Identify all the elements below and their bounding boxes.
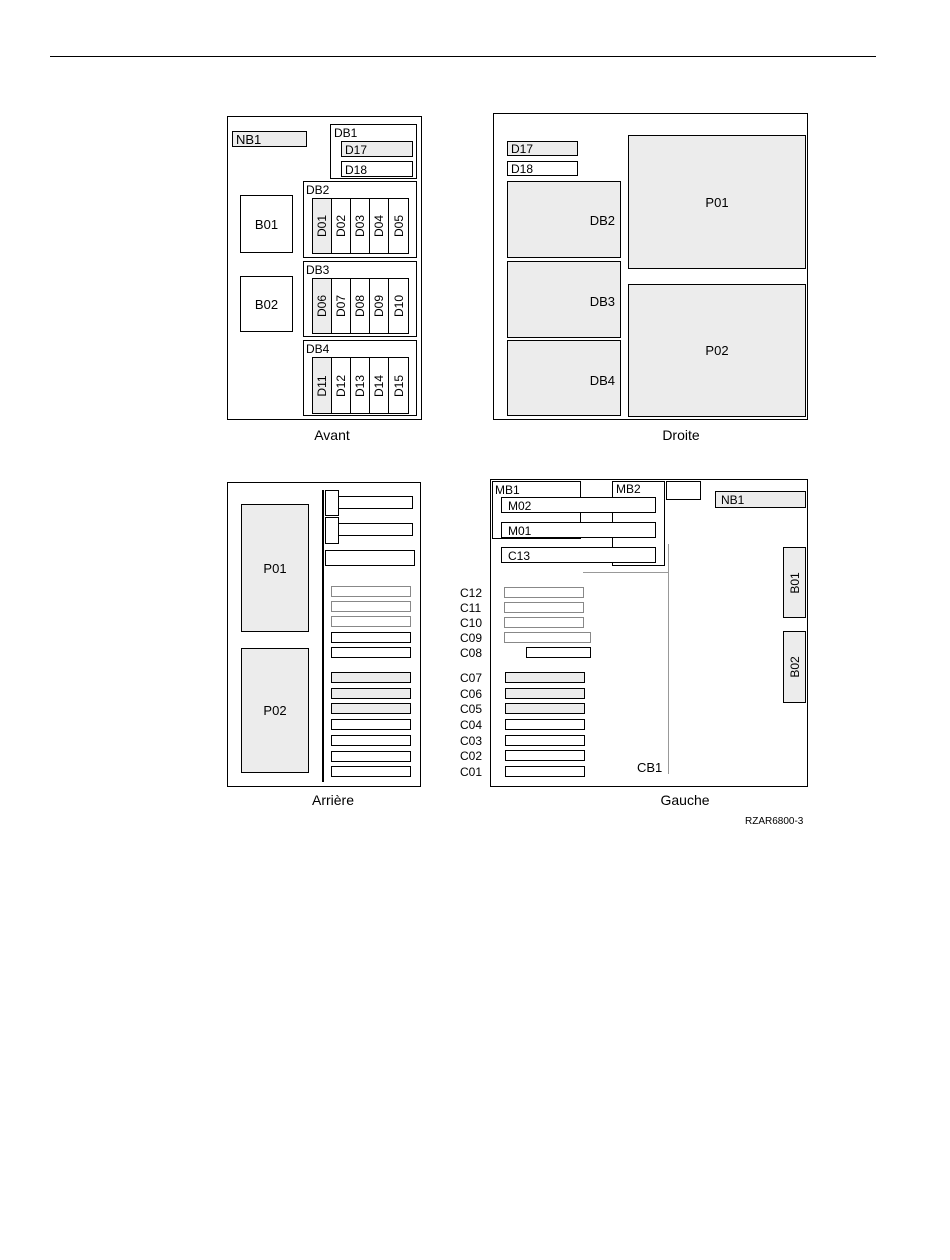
drive-label: D11 xyxy=(315,374,329,397)
cb1-outline xyxy=(583,544,669,774)
gauche-slot xyxy=(505,735,585,746)
droite-db4-label: DB4 xyxy=(589,373,615,388)
drive-slot xyxy=(312,357,332,414)
avant-db4 xyxy=(303,340,417,416)
arriere-p02 xyxy=(241,648,309,773)
droite-d18 xyxy=(507,161,578,176)
drive-label: D14 xyxy=(372,374,386,397)
arriere-slot xyxy=(331,672,411,683)
gauche-slot xyxy=(505,750,585,761)
drive-label: D07 xyxy=(334,294,348,318)
drive-slot xyxy=(331,278,351,334)
gauche-slot xyxy=(505,672,585,683)
droite-p01-label: P01 xyxy=(705,194,729,210)
gauche-b01-label: B01 xyxy=(787,571,802,594)
droite-db3 xyxy=(507,261,621,338)
droite-p02 xyxy=(628,284,806,417)
arriere-slot xyxy=(331,719,411,730)
gauche-mb1-label: MB1 xyxy=(495,483,520,497)
drive-label: D10 xyxy=(391,294,406,318)
drive-slot xyxy=(388,278,409,334)
droite-d17-label: D17 xyxy=(511,142,534,156)
drive-label: D06 xyxy=(315,294,329,318)
gauche-slot xyxy=(504,602,584,613)
avant-d18 xyxy=(341,161,413,177)
arriere-slot xyxy=(331,703,411,714)
avant-nb1 xyxy=(232,131,307,147)
arriere-slot xyxy=(331,647,411,658)
arriere-caption: Arrière xyxy=(311,792,355,808)
droite-db2-label: DB2 xyxy=(589,213,615,228)
droite-db4 xyxy=(507,340,621,416)
drive-label: D13 xyxy=(353,374,367,397)
arriere-slot xyxy=(331,601,411,612)
avant-nb1-label: NB1 xyxy=(236,131,262,147)
arriere-p02-label: P02 xyxy=(263,703,287,718)
gauche-c13 xyxy=(501,547,656,563)
drive-slot xyxy=(369,278,389,334)
arriere-slot xyxy=(331,616,411,627)
slot-label: C03 xyxy=(460,734,483,748)
slot-label: C05 xyxy=(460,702,483,716)
slot-label: C12 xyxy=(460,586,483,600)
drive-slot xyxy=(369,357,389,414)
droite-d18-label: D18 xyxy=(511,162,534,176)
avant-b02-label: B02 xyxy=(254,296,279,312)
drive-slot xyxy=(331,357,351,414)
gauche-b01 xyxy=(783,547,806,618)
gauche-slot xyxy=(505,719,585,730)
drive-label: D12 xyxy=(334,374,348,397)
header-rule xyxy=(50,56,876,57)
gauche-nb1-label: NB1 xyxy=(721,493,745,507)
arriere-slot xyxy=(331,735,411,746)
slot-label: C01 xyxy=(460,765,483,779)
arriere-p01 xyxy=(241,504,309,632)
avant-db4-label: DB4 xyxy=(306,342,330,356)
gauche-slot xyxy=(505,703,585,714)
drive-label: D02 xyxy=(334,214,348,238)
gauche-m01 xyxy=(501,522,656,538)
drive-label: D09 xyxy=(372,294,386,318)
drive-slot xyxy=(350,278,370,334)
avant-d17 xyxy=(341,141,413,157)
gauche-slot xyxy=(504,617,584,628)
drive-slot xyxy=(388,198,409,254)
gauche-nb1 xyxy=(715,491,806,508)
avant-db1-label: DB1 xyxy=(334,126,358,140)
drive-slot xyxy=(350,198,370,254)
drive-slot xyxy=(369,198,389,254)
gauche-slot xyxy=(526,647,591,658)
avant-b02 xyxy=(240,276,293,332)
drive-label: D08 xyxy=(353,294,367,318)
arriere-slot xyxy=(325,550,415,566)
drive-slot xyxy=(388,357,409,414)
drive-label: D15 xyxy=(391,374,406,397)
gauche-slot xyxy=(504,632,591,643)
arriere-slot xyxy=(331,751,411,762)
slot-label: C06 xyxy=(460,687,483,701)
drive-slot xyxy=(312,198,332,254)
droite-caption: Droite xyxy=(662,427,700,443)
gauche-b02 xyxy=(783,631,806,703)
slot-label: C10 xyxy=(460,616,483,630)
avant-db3 xyxy=(303,261,417,337)
droite-d17 xyxy=(507,141,578,156)
arriere-divider xyxy=(322,490,324,782)
gauche-slot xyxy=(505,766,585,777)
gauche-m02-label: M02 xyxy=(508,499,532,513)
gauche-m01-label: M01 xyxy=(508,524,532,538)
gauche-connector xyxy=(666,481,701,500)
drive-label: D05 xyxy=(391,214,406,238)
avant-db2 xyxy=(303,181,417,258)
drive-label: D01 xyxy=(315,214,329,238)
droite-db3-label: DB3 xyxy=(589,294,615,309)
arriere-slot xyxy=(331,586,411,597)
avant-d18-label: D18 xyxy=(345,163,368,177)
gauche-mb2-label: MB2 xyxy=(616,482,641,496)
arriere-slot xyxy=(338,496,413,509)
droite-p01 xyxy=(628,135,806,269)
drive-label: D03 xyxy=(353,214,367,238)
avant-db2-label: DB2 xyxy=(306,183,330,197)
avant-b01-label: B01 xyxy=(254,216,279,232)
avant-b01 xyxy=(240,195,293,253)
slot-label: C09 xyxy=(460,631,483,645)
slot-label: C11 xyxy=(460,601,482,615)
drive-slot xyxy=(312,278,332,334)
gauche-cb1-label: CB1 xyxy=(637,760,663,775)
drive-label: D04 xyxy=(372,214,386,238)
gauche-slot xyxy=(505,688,585,699)
slot-label: C04 xyxy=(460,718,483,732)
slot-label: C07 xyxy=(460,671,483,685)
slot-label: C08 xyxy=(460,646,483,660)
gauche-m02 xyxy=(501,497,656,513)
avant-db1 xyxy=(330,124,417,179)
arriere-tab xyxy=(325,490,339,516)
cb1-outline-top xyxy=(583,572,668,573)
avant-db3-label: DB3 xyxy=(306,263,330,277)
arriere-p01-label: P01 xyxy=(263,560,287,576)
gauche-b02-label: B02 xyxy=(787,656,802,678)
figure-id: RZAR6800-3 xyxy=(745,816,804,827)
avant-d17-label: D17 xyxy=(345,143,368,157)
gauche-c13-label: C13 xyxy=(508,549,531,563)
avant-caption: Avant xyxy=(314,427,350,443)
arriere-slot xyxy=(331,766,411,777)
arriere-tab xyxy=(325,517,339,544)
droite-db2 xyxy=(507,181,621,258)
gauche-slot xyxy=(504,587,584,598)
arriere-slot xyxy=(338,523,413,536)
drive-slot xyxy=(331,198,351,254)
droite-p02-label: P02 xyxy=(705,343,729,358)
slot-label: C02 xyxy=(460,749,483,763)
arriere-slot xyxy=(331,688,411,699)
gauche-caption: Gauche xyxy=(660,792,710,808)
arriere-slot xyxy=(331,632,411,643)
drive-slot xyxy=(350,357,370,414)
